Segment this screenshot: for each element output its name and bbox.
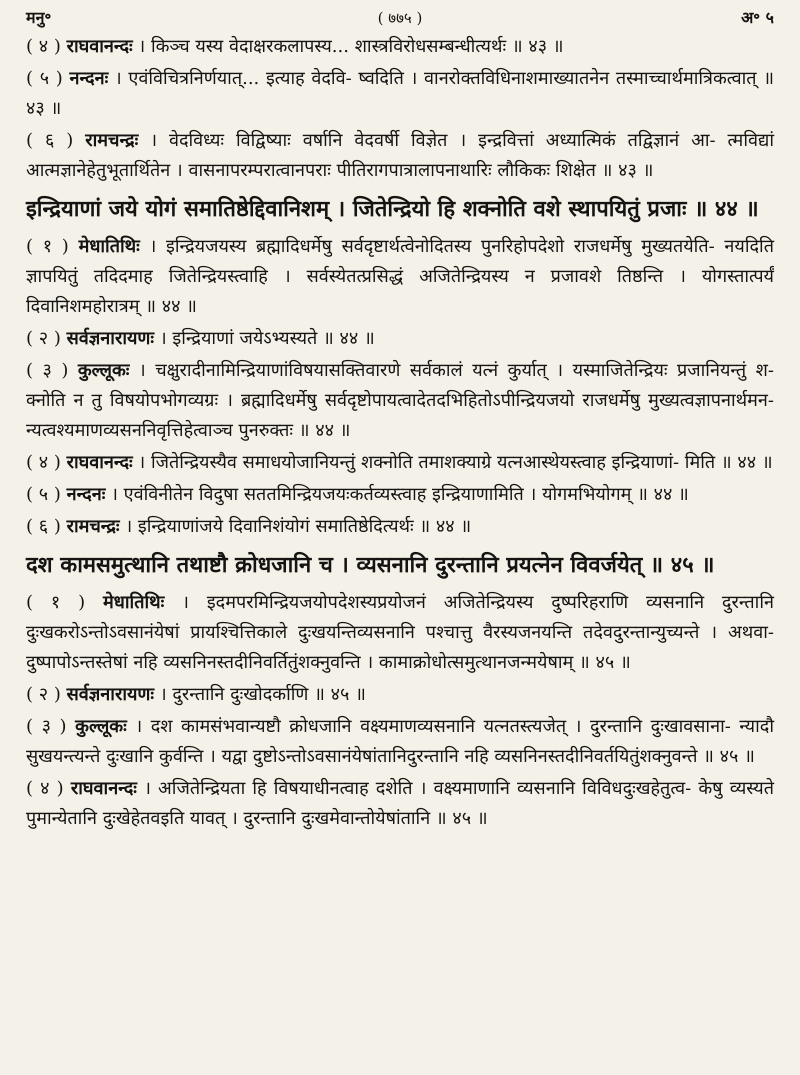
commentary-text: । इन्द्रियाणांजये दिवानिशंयोगं समातिष्ठेदित्यर्थः ॥ ४४ ॥ <box>125 516 472 537</box>
commentary-number: ( १ ) <box>26 236 69 257</box>
commentary-number: ( १ ) <box>26 592 86 613</box>
commentary-paragraph <box>26 774 774 834</box>
commentary-paragraph <box>26 480 774 510</box>
commentator-name: राघवानन्दः <box>70 778 137 799</box>
commentator-name: राघवानन्दः <box>66 452 133 473</box>
commentator-name: नन्दनः <box>69 68 109 89</box>
commentary-number: ( ६ ) <box>26 130 74 151</box>
commentary-block-2 <box>26 232 774 542</box>
commentary-number: ( २ ) <box>26 328 61 349</box>
commentator-name: कुल्लूकः <box>75 716 127 737</box>
commentary-text: । दुरन्तानि दुःखोदर्काणि ॥ ४५ ॥ <box>159 684 366 705</box>
commentary-paragraph <box>26 680 774 710</box>
header-left: मनु॰ <box>26 8 52 27</box>
commentary-text: । किञ्च यस्य वेदाक्षरकलापस्य... शास्त्रविरोधसम्बन्धीत्यर्थः ॥ ४३ ॥ <box>138 36 564 57</box>
commentary-text: । दश कामसंभवान्यष्टौ क्रोधजानि वक्ष्यमाणव्यसनानि यत्नतस्त्यजेत् । दुरन्तानि दुःखावसाना- न्यादौ सुखयन्त्यन्ते दुःखानि कुर्वन्ति । यद्वा दुष्टोऽन्तोऽवसानंयेषांतानिदुरन्तानि नहि व्यसनिनस्तदीनिवर्तयितुंशक्नुवन्ते ॥ ४५ ॥ <box>26 716 775 767</box>
commentator-name: रामचन्द्रः <box>66 516 120 537</box>
header-right: अ॰ ५ <box>741 8 774 27</box>
commentary-number: ( ५ ) <box>26 484 61 505</box>
commentary-text: । इन्द्रियजयस्य ब्रह्मादिधर्मेषु सर्वदृष्टार्थत्वेनोदितस्य पुनरिहोपदेशो राजधर्मेषु मुख्यतयेति- नयदिति ज्ञापयितुं तदिदमाह जितेन्द्रियस्त्वाहि । सर्वस्येतत्प्रसिद्धं अजितेन्द्रियस्य न प्रजावशे तिष्ठन्ति । योगस्तात्पर्यं दिवानिशमहोरात्रम् ॥ ४४ ॥ <box>26 236 774 317</box>
commentary-number: ( ४ ) <box>26 36 61 57</box>
commentary-paragraph <box>26 324 774 354</box>
commentary-paragraph <box>26 126 774 186</box>
commentary-text: । जितेन्द्रियस्यैव समाधयोजानियन्तुं शक्नोति तमाशक्याग्रे यत्नआस्थेयस्त्वाह इन्द्रियाणां- मिति ॥ ४४ ॥ <box>138 452 773 473</box>
commentary-text: । अजितेन्द्रियता हि विषयाधीनत्वाह दशेति । वक्ष्यमाणानि व्यसनानि विविधदुःखहेतुत्व- केषु व्यस्यते पुमान्येतानि दुःखेहेतवइति यावत् । दुरन्तानि दुःखमेवान्तोयेषांतानि ॥ ४५ ॥ <box>26 778 774 829</box>
commentary-number: ( ५ ) <box>26 68 63 89</box>
commentary-paragraph <box>26 356 774 446</box>
commentary-paragraph <box>26 32 774 62</box>
commentary-paragraph <box>26 448 774 478</box>
commentary-block-3 <box>26 588 774 834</box>
commentary-text: । वेदविध्यः विद्विष्याः वर्षानि वेदवर्षी विज्ञेत । इन्द्रवित्तां अध्यात्मिकं तद्विज्ञानं आ- त्मविद्यां आत्मज्ञानेहेतुभूतार्थितेन । वासनापरम्परात्वानपराः पीतिरागपात्रालापनाथारिः लौकिकः शिक्षेत ॥ ४३ ॥ <box>26 130 774 181</box>
commentary-number: ( ४ ) <box>26 452 61 473</box>
verse-44: इन्द्रियाणां जये योगं समातिष्ठेद्दिवानिशम् । जितेन्द्रियो हि शक्नोति वशे स्थापयितुं प्रजाः ॥ ४४ ॥ <box>26 196 759 222</box>
commentary-number: ( ३ ) <box>26 360 69 381</box>
commentary-block-1 <box>26 32 774 186</box>
commentary-paragraph <box>26 512 774 542</box>
commentary-number: ( ४ ) <box>26 778 64 799</box>
commentary-paragraph <box>26 232 774 322</box>
commentary-number: ( ३ ) <box>26 716 67 737</box>
commentator-name: सर्वज्ञनारायणः <box>66 328 155 349</box>
commentator-name: राघवानन्दः <box>66 36 133 57</box>
commentator-name: रामचन्द्रः <box>85 130 139 151</box>
commentary-text: । इन्द्रियाणां जयेऽभ्यस्यते ॥ ४४ ॥ <box>159 328 375 349</box>
commentator-name: नन्दनः <box>66 484 106 505</box>
commentary-paragraph <box>26 588 774 678</box>
commentator-name: सर्वज्ञनारायणः <box>66 684 155 705</box>
page-header <box>26 6 774 32</box>
commentary-paragraph <box>26 64 774 124</box>
commentary-text: । चक्षुरादीनामिन्द्रियाणांविषयासक्तिवारणे सर्वकालं यत्नं कुर्यात् । यस्माजितेन्द्रियः प्रजानियन्तुं श- क्नोति न तु विषयोपभोगव्यग्रः । ब्रह्मादिधर्मेषु सर्वदृष्टोपायत्वादेतदभिहितोऽपीन्द्रियजयो राजधर्मेषु मुख्यत्वज्ञापनार्थमन- न्यत्वश्यमाणव्यसननिवृत्तिहेत्वाञ्च पुनरुक्तः ॥ ४४ ॥ <box>26 360 774 441</box>
commentator-name: मेधातिथिः <box>103 592 165 613</box>
page-number: ( ७७५ ) <box>377 9 423 27</box>
commentary-text: । एवंविचित्रनिर्णयात्... इत्याह वेदवि- ष्वदिति । वानरोक्तविधिनाशमाख्यातनेन तस्माच्चार्थमात्रिकत्वात् ॥ ४३ ॥ <box>26 68 774 119</box>
commentary-number: ( २ ) <box>26 684 61 705</box>
commentator-name: कुल्लूकः <box>77 360 130 381</box>
commentary-paragraph <box>26 712 774 772</box>
commentator-name: मेधातिथिः <box>78 236 140 257</box>
commentary-text: । एवंविनीतेन विदुषा सततमिन्द्रियजयःकर्तव्यस्त्वाह इन्द्रियाणामिति । योगमभियोगम् ॥ ४४ ॥ <box>111 484 689 505</box>
commentary-number: ( ६ ) <box>26 516 61 537</box>
verse-45: दश कामसमुत्थानि तथाष्टौ क्रोधजानि च । व्यसनानि दुरन्तानि प्रयत्नेन विवर्जयेत् ॥ ४५ ॥ <box>26 552 715 578</box>
commentary-text: । इदमपरमिन्द्रियजयोपदेशस्यप्रयोजनं अजितेन्द्रियस्य दुष्परिहराणि व्यसनानि दुरन्तानि दुःखकरोऽन्तोऽवसानंयेषां प्रायश्चित्तिकाले दुःखयन्तिव्यसनानि पश्चात्तु वैरस्यजनयन्ति तदेवदुरन्तान्युच्यन्ते । अथवा- दुष्पापोऽन्तस्तेषां नहि व्यसनिनस्तदीनिवर्तितुंशक्नुवन्ति । कामाक्रोधोत्समुत्थानजन्मयेषाम् ॥ ४५ ॥ <box>26 592 774 673</box>
